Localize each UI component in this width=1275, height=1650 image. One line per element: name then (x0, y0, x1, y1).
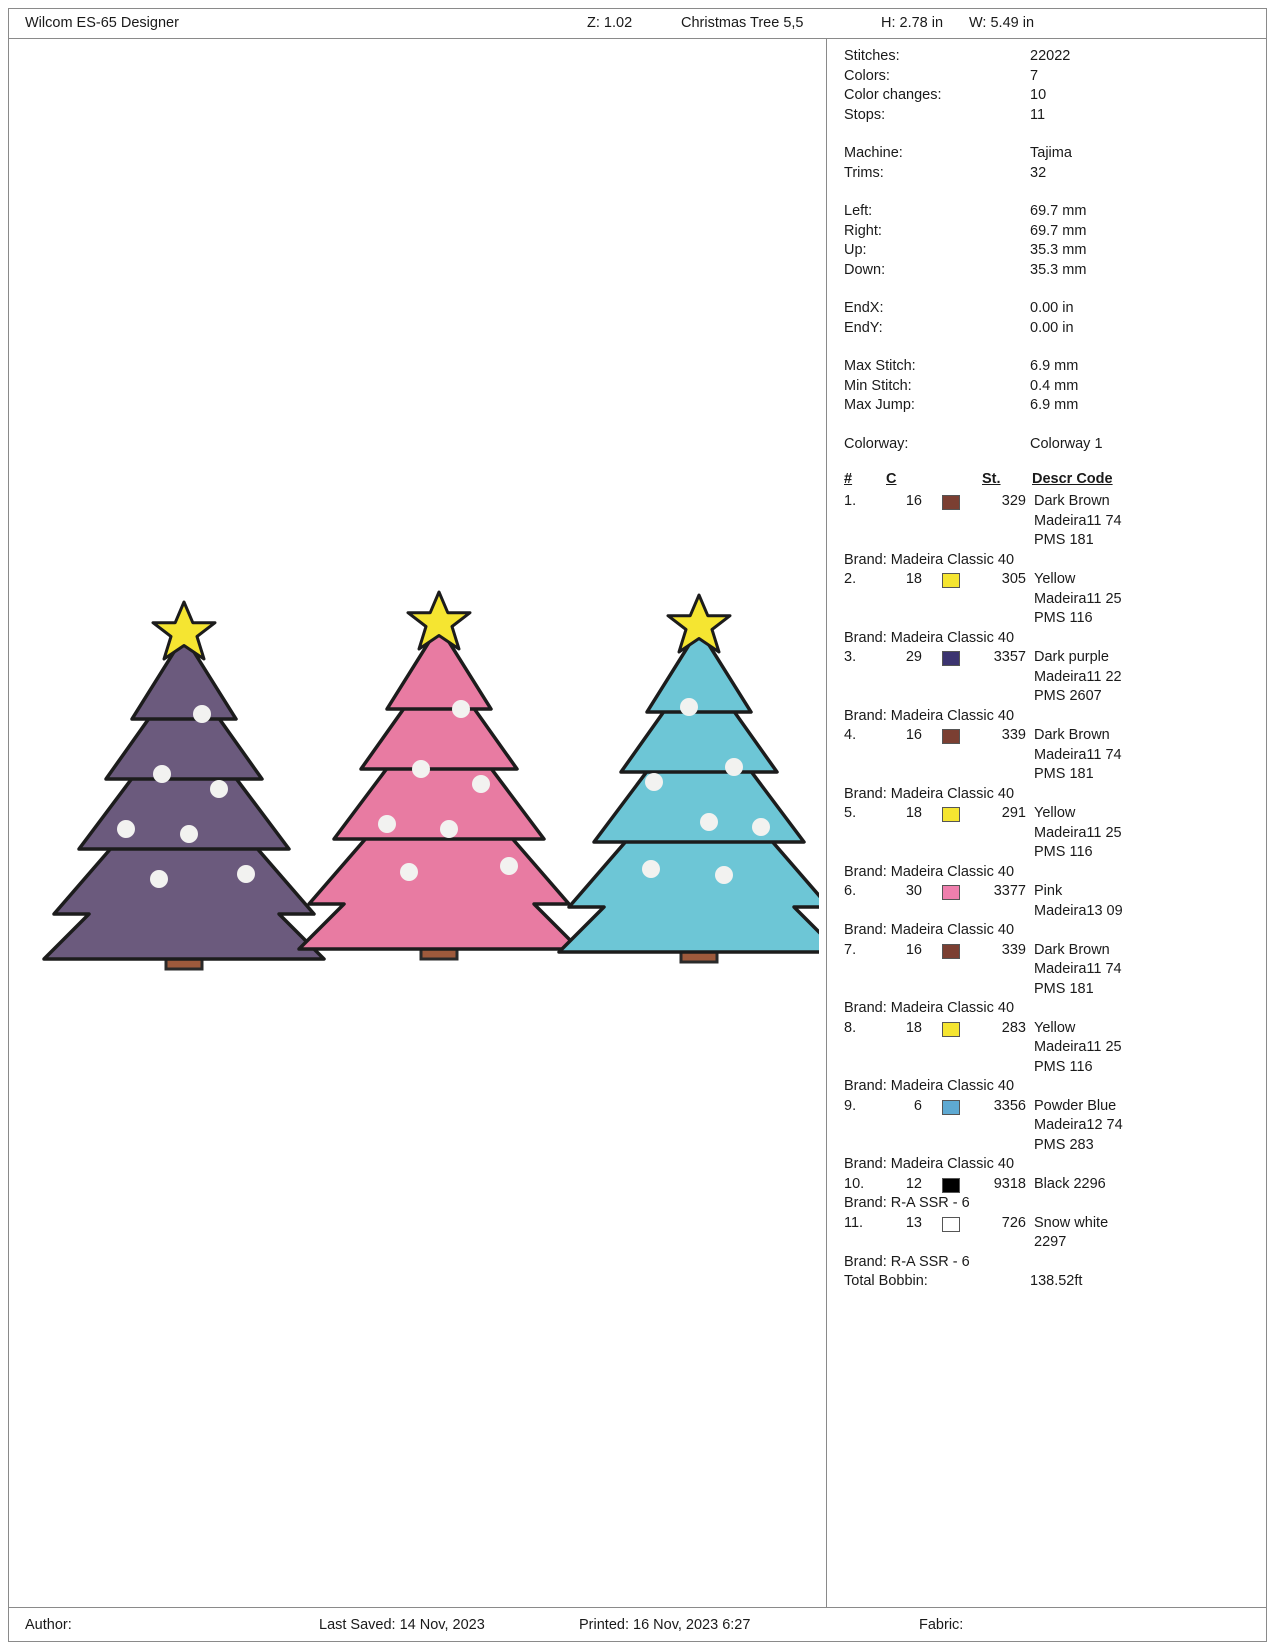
max-jump-label: Max Jump: (844, 397, 915, 413)
table-row (844, 1214, 1254, 1253)
info-min-stitch (844, 377, 1254, 397)
total-bobbin-row (844, 1272, 1254, 1292)
info-stops (844, 106, 1254, 126)
table-row (844, 941, 1254, 1000)
row-thread-code: Madeira11 22 (1034, 668, 1122, 685)
column-header-description: Descr Code (1032, 471, 1113, 487)
row-number: 1. (844, 493, 857, 509)
row-description: Snow white (1034, 1214, 1109, 1231)
row-description: Dark Brown (1034, 727, 1110, 743)
row-code: 29 (905, 649, 922, 665)
row-thread-code: Madeira11 25 (1034, 824, 1122, 841)
row-description: Dark Brown (1034, 941, 1110, 958)
info-up (844, 241, 1254, 261)
row-pms-code: PMS 283 (1034, 1136, 1094, 1153)
row-stitches: 9318 (993, 1175, 1026, 1192)
row-brand: Brand: Madeira Classic 40 (844, 785, 1015, 802)
color-swatch (942, 1217, 960, 1232)
info-colors (844, 67, 1254, 87)
row-stitches: 291 (1001, 805, 1026, 821)
stops-label: Stops: (844, 106, 886, 123)
row-number: 8. (844, 1019, 857, 1036)
row-brand: Brand: Madeira Classic 40 (844, 863, 1015, 880)
info-colorway (844, 435, 1254, 455)
table-row (844, 1097, 1254, 1156)
row-thread-code: 2297 (1034, 1234, 1067, 1250)
design-name: Christmas Tree 5,5 (681, 15, 804, 31)
down-label: Down: (844, 261, 886, 278)
row-number: 4. (844, 727, 857, 743)
row-pms-code: PMS 116 (1034, 1058, 1093, 1075)
color-swatch (942, 651, 960, 666)
row-stitches: 339 (1001, 727, 1026, 743)
table-row (844, 804, 1254, 863)
info-down (844, 261, 1254, 281)
endx-value: 0.00 in (1030, 300, 1074, 316)
min-stitch-label: Min Stitch: (844, 377, 912, 394)
max-stitch-value: 6.9 mm (1030, 358, 1079, 374)
row-stitches: 339 (1001, 941, 1026, 958)
info-stitches (844, 47, 1254, 67)
row-thread-code: Madeira11 74 (1034, 746, 1122, 763)
row-code: 18 (905, 805, 922, 821)
embroidery-artwork (19, 579, 819, 999)
design-height: H: 2.78 in (881, 15, 944, 31)
fabric-label: Fabric: (919, 1617, 964, 1633)
table-header-row (844, 470, 1254, 492)
right-value: 69.7 mm (1030, 222, 1087, 239)
color-swatch (942, 1100, 960, 1115)
down-value: 35.3 mm (1030, 261, 1087, 278)
row-number: 6. (844, 883, 857, 899)
table-row (844, 1175, 1254, 1195)
up-label: Up: (844, 242, 867, 258)
row-thread-code: Madeira11 25 (1034, 1039, 1122, 1055)
table-row (844, 648, 1254, 707)
row-code: 18 (905, 571, 922, 587)
row-brand: Brand: Madeira Classic 40 (844, 707, 1015, 724)
row-pms-code: PMS 181 (1034, 532, 1094, 548)
info-endy (844, 319, 1254, 339)
printed-label: Printed: 16 Nov, 2023 6:27 (579, 1617, 751, 1633)
table-row (844, 492, 1254, 551)
info-trims (844, 164, 1254, 184)
teal-tree (559, 595, 819, 962)
pink-tree (299, 592, 579, 959)
row-stitches: 283 (1001, 1019, 1026, 1036)
row-thread-code: Madeira11 74 (1034, 961, 1122, 977)
row-description: Black 2296 (1034, 1175, 1106, 1192)
color-swatch (942, 729, 960, 744)
info-machine (844, 144, 1254, 164)
row-brand: Brand: Madeira Classic 40 (844, 1078, 1015, 1094)
row-code: 13 (905, 1214, 922, 1231)
color-swatch (942, 573, 960, 588)
print-preview-page (8, 8, 1267, 1642)
author-label: Author: (25, 1617, 72, 1633)
page-footer (9, 1607, 1266, 1641)
row-pms-code: PMS 181 (1034, 980, 1094, 997)
column-header-stitches: St. (982, 471, 1001, 487)
row-pms-code: PMS 116 (1034, 610, 1093, 626)
color-swatch (942, 807, 960, 822)
table-row (844, 726, 1254, 785)
colors-value: 7 (1030, 67, 1039, 84)
row-pms-code: PMS 181 (1034, 766, 1094, 782)
purple-tree (44, 602, 324, 969)
machine-value: Tajima (1030, 145, 1072, 161)
last-saved-label: Last Saved: 14 Nov, 2023 (319, 1617, 485, 1633)
min-stitch-value: 0.4 mm (1030, 377, 1079, 394)
left-label: Left: (844, 203, 873, 219)
row-stitches: 3357 (993, 649, 1026, 665)
trims-value: 32 (1030, 164, 1047, 181)
row-number: 10. (844, 1175, 865, 1192)
row-code: 6 (913, 1097, 922, 1114)
zoom-level: Z: 1.02 (587, 15, 633, 31)
color-changes-value: 10 (1030, 87, 1047, 103)
row-description: Yellow (1034, 571, 1076, 587)
row-brand: Brand: R-A SSR - 6 (844, 1253, 970, 1270)
right-label: Right: (844, 222, 882, 239)
column-header-code: C (886, 471, 897, 487)
column-header-number: # (844, 471, 853, 487)
row-stitches: 726 (1001, 1214, 1026, 1231)
max-stitch-label: Max Stitch: (844, 358, 916, 374)
app-title: Wilcom ES-65 Designer (25, 15, 179, 31)
row-description: Pink (1034, 883, 1063, 899)
info-left (844, 202, 1254, 222)
row-code: 16 (905, 493, 922, 509)
color-swatch (942, 1022, 960, 1037)
row-stitches: 305 (1001, 571, 1026, 587)
row-code: 18 (905, 1019, 922, 1036)
color-swatch (942, 1178, 960, 1193)
row-description: Dark purple (1034, 649, 1109, 665)
row-number: 5. (844, 805, 857, 821)
total-bobbin-value: 138.52ft (1030, 1273, 1083, 1289)
row-thread-code: Madeira11 74 (1034, 512, 1122, 529)
up-value: 35.3 mm (1030, 242, 1087, 258)
row-brand: Brand: Madeira Classic 40 (844, 551, 1015, 568)
color-swatch (942, 944, 960, 959)
color-changes-label: Color changes: (844, 87, 942, 103)
machine-label: Machine: (844, 145, 903, 161)
row-brand: Brand: Madeira Classic 40 (844, 922, 1015, 938)
color-swatch (942, 495, 960, 510)
design-width: W: 5.49 in (969, 15, 1035, 31)
endy-value: 0.00 in (1030, 319, 1074, 336)
row-thread-code: Madeira13 09 (1034, 902, 1123, 919)
row-number: 9. (844, 1097, 857, 1114)
stitches-label: Stitches: (844, 48, 900, 64)
row-description: Yellow (1034, 1019, 1076, 1036)
row-description: Powder Blue (1034, 1097, 1117, 1114)
row-brand: Brand: Madeira Classic 40 (844, 629, 1015, 646)
row-code: 30 (905, 883, 922, 899)
info-right (844, 222, 1254, 242)
row-thread-code: Madeira11 25 (1034, 590, 1122, 607)
left-value: 69.7 mm (1030, 203, 1087, 219)
table-row (844, 570, 1254, 629)
stops-value: 11 (1030, 106, 1046, 123)
row-stitches: 3356 (993, 1097, 1026, 1114)
row-description: Dark Brown (1034, 493, 1110, 509)
info-max-stitch (844, 357, 1254, 377)
colorway-thread-table (844, 470, 1254, 1292)
design-info-pane (828, 39, 1266, 1607)
design-preview-pane (9, 39, 827, 1607)
row-brand: Brand: Madeira Classic 40 (844, 1000, 1015, 1016)
endy-label: EndY: (844, 319, 883, 336)
colorway-label: Colorway: (844, 435, 909, 452)
table-row (844, 882, 1254, 921)
row-code: 16 (905, 727, 922, 743)
row-code: 16 (905, 941, 922, 958)
info-color-changes (844, 86, 1254, 106)
row-code: 12 (905, 1175, 922, 1192)
row-brand: Brand: Madeira Classic 40 (844, 1156, 1015, 1172)
total-bobbin-label: Total Bobbin: (844, 1273, 928, 1289)
row-number: 11. (844, 1214, 864, 1231)
row-pms-code: PMS 116 (1034, 844, 1093, 860)
table-row (844, 1019, 1254, 1078)
row-brand: Brand: R-A SSR - 6 (844, 1195, 970, 1211)
endx-label: EndX: (844, 300, 884, 316)
max-jump-value: 6.9 mm (1030, 397, 1079, 413)
info-endx (844, 299, 1254, 319)
color-swatch (942, 885, 960, 900)
page-header (9, 9, 1266, 39)
colorway-value: Colorway 1 (1030, 435, 1103, 452)
info-max-jump (844, 396, 1254, 416)
row-number: 7. (844, 941, 857, 958)
row-number: 2. (844, 571, 857, 587)
row-stitches: 3377 (993, 883, 1026, 899)
row-number: 3. (844, 649, 857, 665)
row-description: Yellow (1034, 805, 1076, 821)
row-pms-code: PMS 2607 (1034, 688, 1102, 704)
row-thread-code: Madeira12 74 (1034, 1117, 1123, 1133)
trims-label: Trims: (844, 164, 884, 181)
colors-label: Colors: (844, 67, 890, 84)
row-stitches: 329 (1001, 493, 1026, 509)
stitches-value: 22022 (1030, 48, 1071, 64)
